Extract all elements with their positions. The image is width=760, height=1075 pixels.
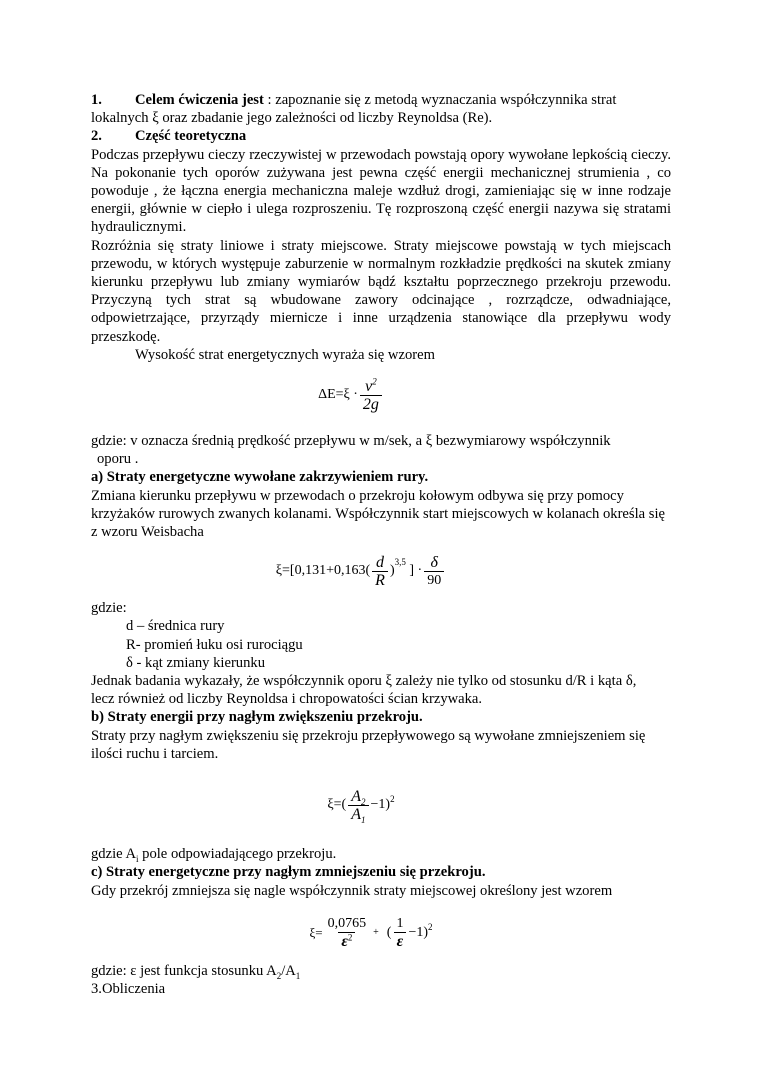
section-2-paragraph-4: gdzie: v oznacza średnią prędkość przepływu w m/sek, a ξ bezwymiarowy współczynnik [91,433,611,450]
section-2-heading [91,127,671,145]
formula-a-frac-den: R [372,571,388,589]
section-a-item-d: d – średnica rury [126,618,225,635]
formula-1-num-sup: 2 [372,376,377,387]
formula-b-lhs: ξ=( [327,796,347,812]
section-1-number: 1. [91,92,102,108]
section-c-p2-sub1: 2 [276,970,282,981]
formula-b-num: A [351,787,362,805]
section-1-title: Celem ćwiczenia jest [135,92,264,108]
formula-sudden-expansion: ξ=( $\frac{A_2}{A_1}$ −1) $^2$ [327,787,395,825]
formula-a-lhs: ξ=[0,131+0,163( [275,563,371,579]
section-2-paragraph-1: Podczas przepływu cieczy rzeczywistej w przewodach powstają opory wywołane lepkością cieczy. Na pokonanie tych oporów zużywana jest pewna część energii mechanicznej strumienia , co powoduje , że łączna energia mechaniczna maleje wzdłuż drogi, zamieniając się w inne rodzaje energii, głównie w ciepło i ulega rozproszeniu. Tę rozproszoną część energii nazywa się stratami hydraulicznymi. [91,146,671,236]
formula-c-num2: 1 [396,916,404,932]
formula-b-num-sub: 2 [361,796,366,807]
section-b-paragraph-2 [91,845,671,863]
formula-c-lhs: ξ= [309,924,323,940]
section-c-paragraph-2 [91,962,671,980]
formula-a-num2: δ [430,553,438,571]
formula-b-fraction [348,788,368,823]
formula-sudden-contraction: ξ= $\frac{0,0765}{\varepsilon^2}$ + ( $\frac{1}{\varepsilon}$ −1) $^2$ [309,915,433,951]
document-page [91,91,671,998]
section-1 [91,91,671,109]
section-2-paragraph-2: Rozróżnia się straty liniowe i straty miejscowe. Straty miejscowe powstają w tych miejscach przewodu, w których występuje zaburzenie w normalnym rozkładzie prędkości na skutek zmiany kierunku przepływu lub zmiany wymiarów bądź kształtu poprzecznego przekroju przewodu. Przyczyną tych strat są wbudowane zawory odcinające , rozrządcze, odwadniające, odpowietrzające, przyrządy miernicze i inne urządzenia stanowiące dla przepływu wody przeszkodę. [91,237,671,345]
formula-a-mid: ] · [405,563,423,579]
section-1-line2: lokalnych ξ oraz zbadanie jego zależności od liczby Reynoldsa (Re). [91,110,493,127]
section-c-p2-prefix: gdzie: ε jest funkcja stosunku A [91,962,277,979]
section-c-p2-mid: /A [281,962,296,979]
formula-c-paren-open: ( [386,924,392,940]
section-a-heading: a) Straty energetyczne wywołane zakrzywieniem rury. [91,469,429,486]
formula-1-fraction [360,378,382,413]
section-1-text: : zapoznanie się z metodą wyznaczania współczynnika strat [263,92,617,108]
section-2-number: 2. [91,128,102,145]
section-a-paragraph-2: Jednak badania wykazały, że współczynnik oporu ξ zależy nie tylko od stosunku d/R i kąta δ, [91,673,637,690]
section-a-paragraph-2-line2: lecz również od liczby Reynoldsa i chropowatości ścian krzywaka. [91,691,483,708]
formula-b-den-sub: 1 [361,814,366,825]
section-c-p2-sub2: 1 [295,970,301,981]
formula-energy-loss [91,366,671,424]
formula-a-den2: 90 [424,571,444,589]
formula-c-den2: ε [394,932,407,950]
section-b-p2-suffix: pole odpowiadającego przekroju. [138,846,337,863]
section-c-paragraph-1: Gdy przekrój zmniejsza się nagle współczynnik straty miejscowej określony jest wzorem [91,882,613,899]
section-a-where: gdzie: [91,600,127,617]
section-b-paragraph-1: Straty przy nagłym zwiększeniu się przekroju przepływowego są wywołane zmniejszeniem się ilości ruchu i tarciem. [91,727,646,762]
section-a-paragraph-1: Zmiana kierunku przepływu w przewodach o przekroju kołowym odbywa się przy pomocy krzyżaków rurowych zwanych kolanami. Współczynnik start miejscowych w kolanach określa się z wzoru Weisbacha [91,487,665,541]
formula-b-den: A [351,805,362,823]
formula-a-fraction-1 [372,554,388,589]
section-a-item-r: R- promień łuku osi rurociągu [126,636,303,653]
section-2-paragraph-3: Wysokość strat energetycznych wyraża się wzorem [135,346,435,363]
formula-a-fraction-2 [424,554,444,589]
formula-a-exp: 3,5 [394,556,406,567]
section-2-paragraph-4-line2: oporu . [97,451,139,468]
formula-1-den: 2g [360,395,382,413]
formula-c-fraction-1 [325,915,370,951]
formula-c-plus: + [373,926,379,938]
formula-c-num1: 0,0765 [327,915,367,931]
formula-c-fraction-2 [393,915,406,950]
section-c-heading: c) Straty energetyczne przy nagłym zmniejszeniu się przekroju. [91,864,486,881]
formula-c-rhs: −1) [408,924,428,940]
section-a-item-delta: δ - kąt zmiany kierunku [126,654,265,671]
section-b-p2-prefix: gdzie A [91,846,136,863]
formula-a-frac-num: d [376,553,385,571]
section-b-p2-sub: i [136,854,139,864]
formula-c-den1: ε [341,932,348,950]
section-3-heading: 3.Obliczenia [91,980,166,997]
formula-1-num: v [365,377,373,395]
formula-b-rhs: −1) [370,796,391,812]
formula-a-mid-wrap: )$^{3,5}$ [389,556,406,579]
formula-c-den1-sup: 2 [347,932,353,943]
formula-1-lhs: ΔE=ξ · [318,386,358,402]
formula-weisbach [91,543,671,599]
section-2-title: Część teoretyczna [135,128,247,145]
section-b-heading: b) Straty energii przy nagłym zwiększeniu przekroju. [91,709,423,726]
